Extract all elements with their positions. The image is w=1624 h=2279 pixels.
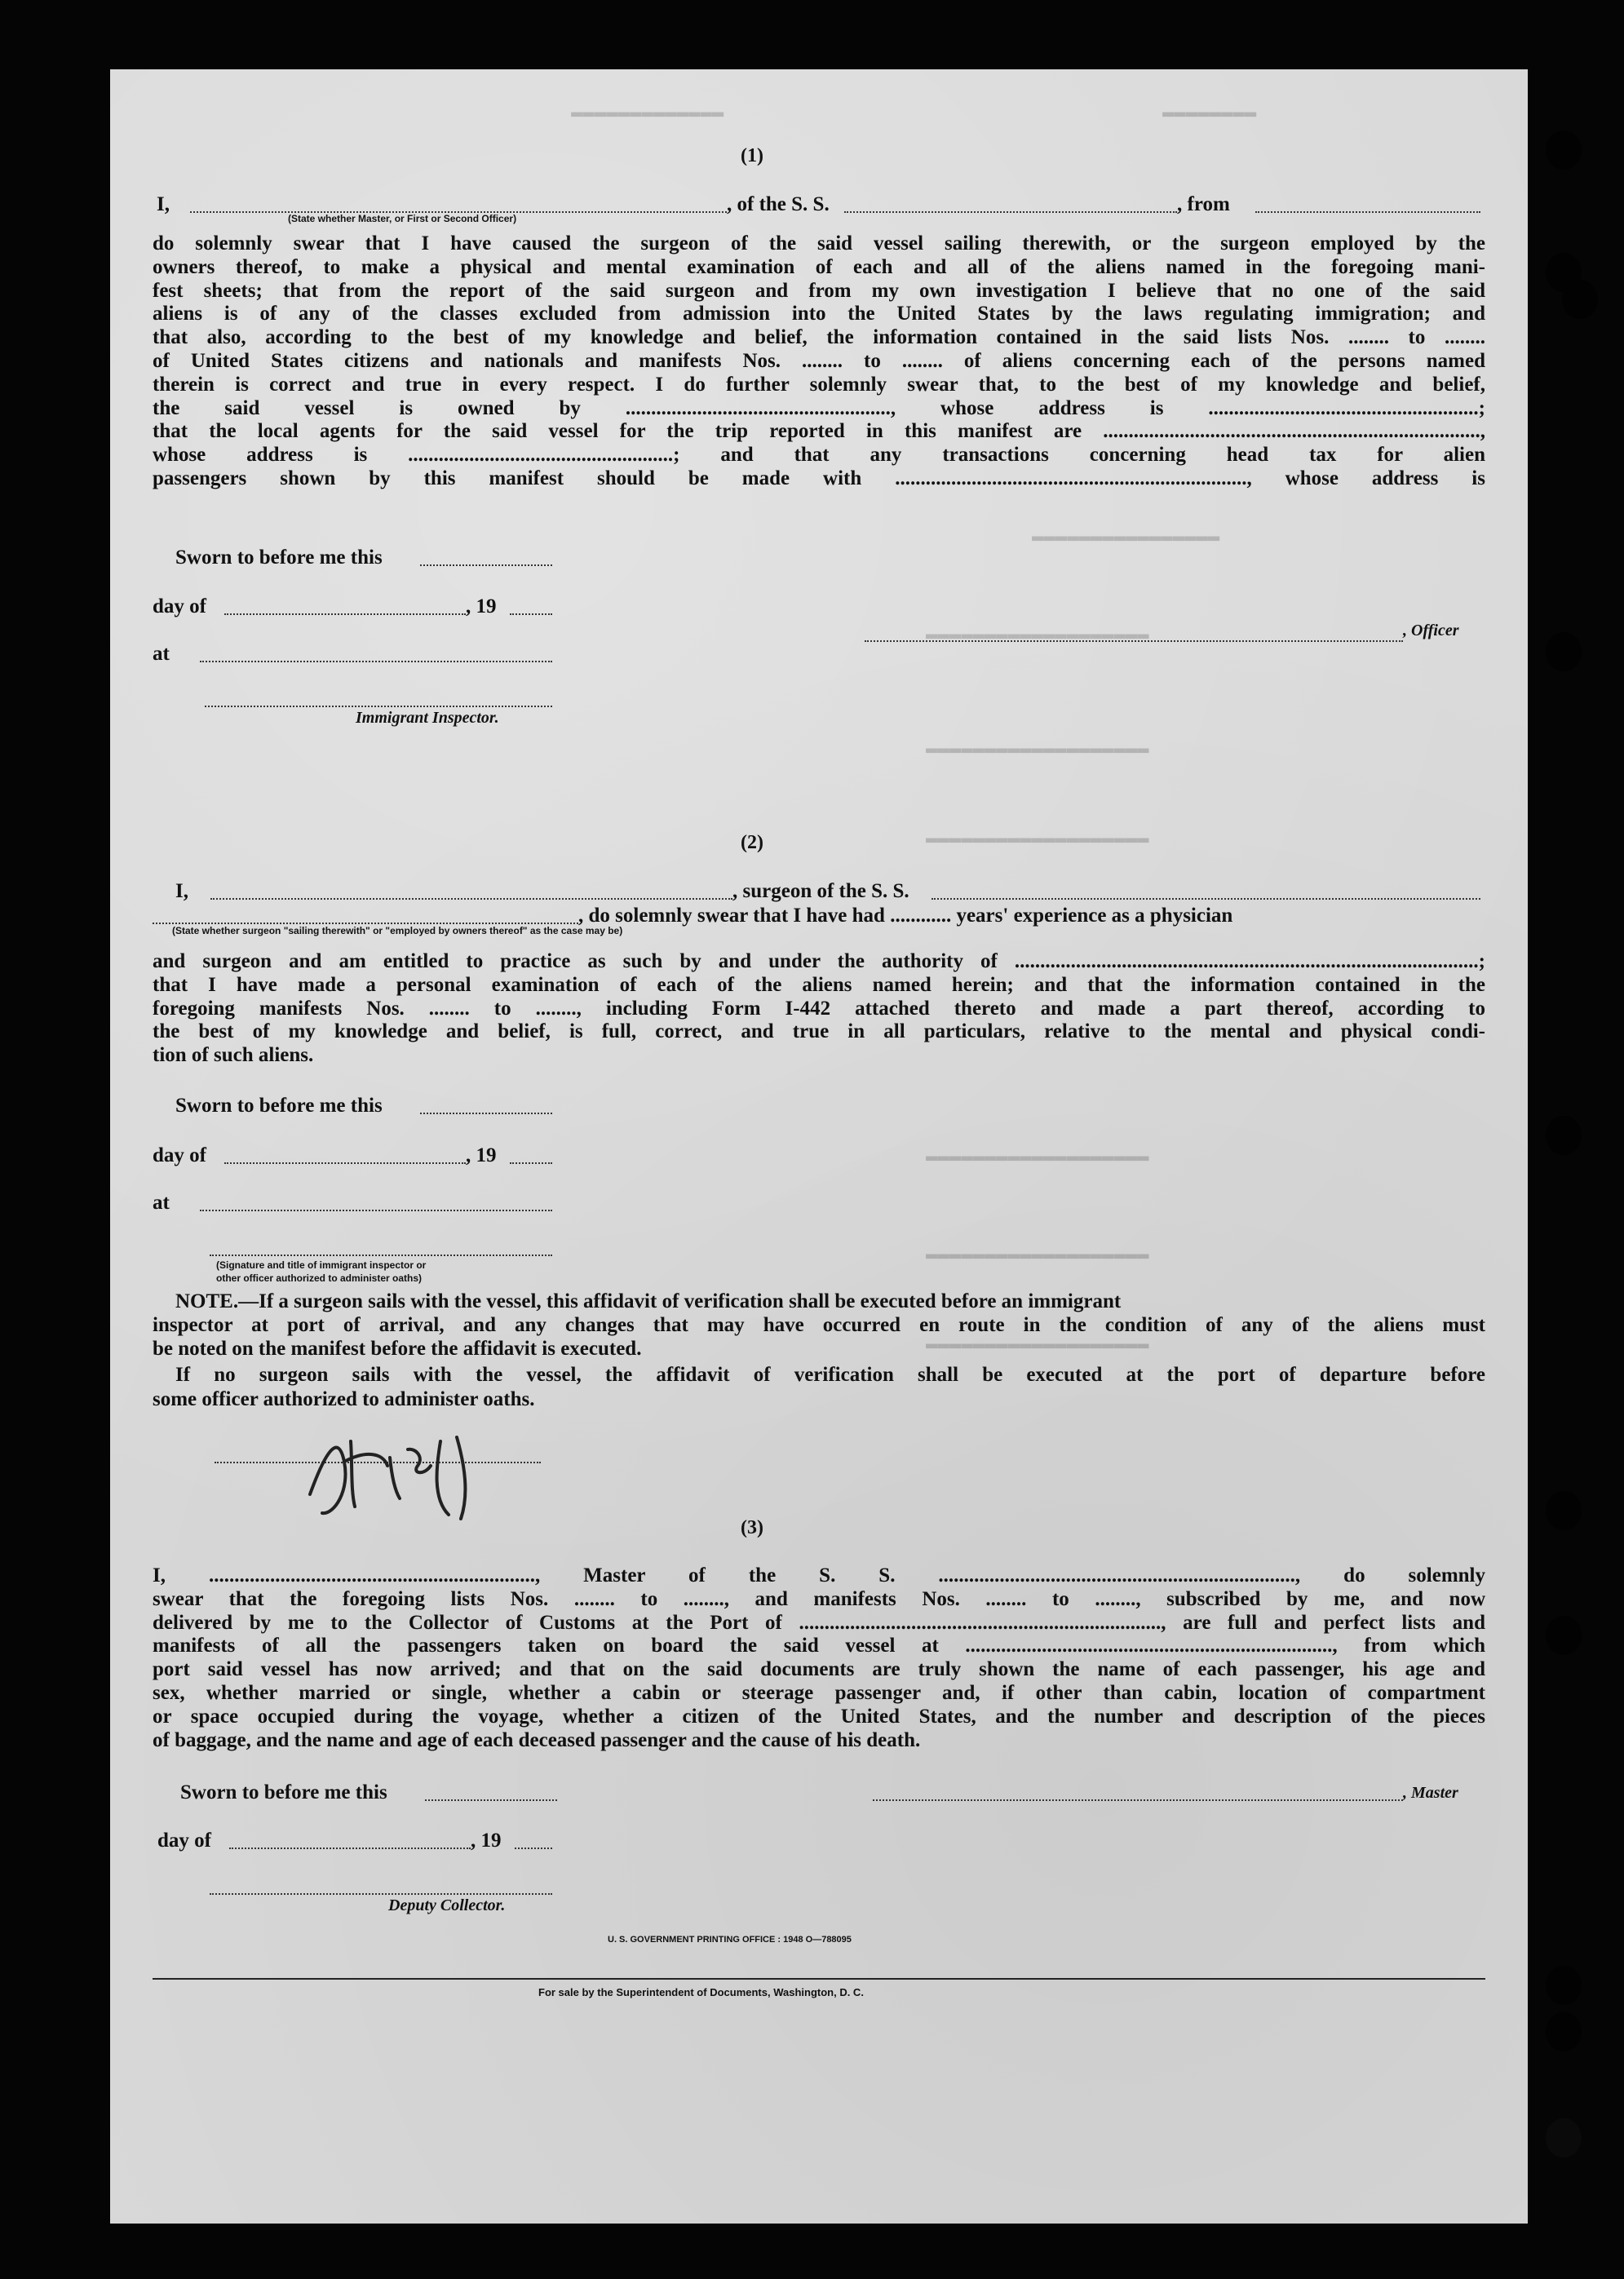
s2-year-field[interactable] — [510, 1162, 552, 1164]
s2-surgeon-note: (State whether surgeon "sailing therewith" or "employed by owners thereof" as the case may be) — [172, 925, 623, 936]
s1-officer-signature-line[interactable] — [865, 640, 1403, 642]
punch-hole — [1546, 1966, 1582, 2005]
s1-from-field[interactable] — [1255, 211, 1480, 213]
s2-note-2-line: If no surgeon sails with the vessel, the affidavit of verification shall be executed at the port of departure before — [175, 1364, 1485, 1386]
s3-sworn: Sworn to before me this — [180, 1781, 387, 1803]
s2-para-line: that I have made a personal examination of each of the aliens named herein; and that the information contained in the — [153, 973, 1485, 996]
s1-para-line: fest sheets; that from the report of the said surgeon and from my own investigation I believe that no one of the said — [153, 279, 1485, 302]
punch-hole — [1546, 2012, 1582, 2051]
s1-day-field[interactable] — [224, 613, 466, 615]
s2-sworn: Sworn to before me this — [175, 1095, 383, 1117]
section-3-number: (3) — [741, 1517, 763, 1538]
s1-para-line: passengers shown by this manifest should be made with ....................................................................., whose address is — [153, 467, 1485, 489]
punch-hole — [1562, 280, 1598, 319]
s1-para-line: that the local agents for the said vessel for the trip reported in this manifest are .........................................................................., — [153, 420, 1485, 443]
s2-ship-field[interactable] — [931, 898, 1480, 900]
s3-master-label: , Master — [1403, 1784, 1458, 1802]
s2-at-field[interactable] — [200, 1210, 552, 1211]
s2-note-2 — [175, 1364, 1485, 1387]
s2-line1-pre: I, — [175, 880, 188, 902]
handwritten-signature — [294, 1417, 538, 1523]
s1-paragraph — [153, 232, 1485, 491]
s1-officer-note: (State whether Master, or First or Second Officer) — [288, 213, 517, 224]
s2-para-line: the best of my knowledge and belief, is full, correct, and true in all particulars, relative to the mental and physical condi- — [153, 1020, 1485, 1043]
s2-note-label: NOTE. — [175, 1290, 239, 1312]
s1-ship-field[interactable] — [844, 211, 1177, 213]
s1-para-line: do solemnly swear that I have caused the surgeon of the said vessel sailing therewith, or the surgeon employed by the — [153, 232, 1485, 254]
punch-hole — [1546, 131, 1582, 170]
s1-para-line: of United States citizens and nationals and manifests Nos. ........ to ........ of aliens concerning each of the persons named — [153, 349, 1485, 372]
s3-para-line: swear that the foregoing lists Nos. ........ to ........, and manifests Nos. ........ to ........, subscribed by me, and now — [153, 1587, 1485, 1610]
punch-hole — [1546, 2118, 1582, 2157]
s3-para-line: port said vessel has now arrived; and that on the said documents are truly shown the name of each passenger, his age and — [153, 1658, 1485, 1681]
s1-para-line: owners thereof, to make a physical and mental examination of each and all of the aliens named in the foregoing mani- — [153, 255, 1485, 278]
s3-year: , 19 — [471, 1830, 502, 1852]
s1-at-field[interactable] — [200, 661, 552, 662]
s3-collector-label: Deputy Collector. — [388, 1896, 506, 1914]
s1-inspector-label: Immigrant Inspector. — [356, 709, 499, 727]
s2-surgeon-name-field[interactable] — [210, 898, 732, 900]
s3-para-line: I, ................................................................, Master of the S. S. ......................................................................, do solemnly — [153, 1564, 1485, 1586]
document-sheet: ▬▬▬▬▬▬▬▬▬▬▬▬▬ ▬▬▬▬▬▬▬▬ ▬▬▬▬▬▬▬▬▬▬▬▬▬▬▬▬ ▬▬▬▬▬▬▬▬▬▬▬▬▬▬▬▬▬▬▬ ▬▬▬▬▬▬▬▬▬▬▬▬▬▬▬▬▬▬▬ ▬▬▬▬▬▬▬▬▬▬▬▬▬▬▬▬▬▬▬ ▬▬▬▬▬▬▬▬▬▬▬▬▬▬▬▬▬▬▬ ▬▬▬▬▬▬▬▬▬▬▬▬▬▬▬▬▬▬▬ ▬▬▬▬▬▬▬▬▬▬▬▬▬▬▬▬▬▬▬ (1) I, , of the S. S. , from (State whether Master, or First or Second Officer) do solemnly swear that I have caused the surgeon of the said vessel sailing therewith, or the surgeon employed by the owners thereof, to make a physical and mental examination of each and all of the aliens named in the foregoing mani- fest sheets; that from the report of the said surgeon and from my own investigation I believe that no one of the said aliens is of any of the classes excluded from admission into the United States by the laws regulating immigration; and that also, according to the best of my knowledge and belief, the information contained in the said lists Nos. ........ to ........ of United States citizens and nationals and manifests Nos. ........ to ........ of aliens concerning each of the persons named therein is correct and true in every respect. I do further solemnly swear that, to the best of my knowledge and belief, the said vessel is owned by ...................................................., whose address is .....................................................; that the local agents for the said vessel for the trip reported in this manifest are .........................................................................., whose address is ....................................................; and that any transactions concerning head tax for alien passengers shown by this manifest should be made with ....................................................................., whose address is Sworn to before me this day of , 19 at Immigrant Inspector. , Officer (2) I, , surgeon of the S. S. , do solemnly swear that I have had ............ years' experience as a physician (State whether surgeon "sailing therewith" or "employed by owners thereof" as the case may be) and surgeon and am entitled to practice as such by and under the authority of ...........................................................................................; that I have made a personal examination of each of the aliens named herein; and that the information contained in the foregoing manifests Nos. ........ to ........, including Form I-442 attached thereto and made a part thereof, according to the best of my knowledge and belief, is full, correct, and true in all particulars, relative to the mental and physical condi- tion of such aliens. Sworn to before me this day of , 19 at (Signature and title of immigrant inspector or other officer authorized to administer oaths) NOTE.—If a surgeon sails with the vessel, this affidavit of verification shall be executed before an immigrant inspector at port of arrival, and any changes that may have occurred en route in the condition of any of the aliens must be noted on the manifest before the affidavit is executed. If no surgeon sails with the vessel, the affidavit of verification shall be executed at the port of departure before some officer authorized to administer oaths. (3) I, ................................................................, Master of the S. S. ......................................................................, do solemnly swear that the foregoing lists Nos. ........ to ........, and manifests Nos. ........ to ........, subscribed by me, and now delivered by me to the Collector of Customs at the Port of ......................................................................., are full and perfect lists and manifests of all the passengers taken on board the said vessel at ........................................................................, from which port said vessel has now arrived; and that on the said documents are truly shown the name of each passenger, his age and sex, whether married or single, whether a cabin or steerage passenger and, if other than cabin, location of compartment or space occupied during the voyage, whether a citizen of the United States, and the number and description of the pieces of baggage, and the name and age of each deceased passenger and the cause of his death. Sworn to before me this , Master day of , 19 Deputy Collector. U. S. GOVERNMENT PRINTING OFFICE : 1948 O—788095 For sale by the Superintendent of Documents, Washington, D. C. — [110, 69, 1528, 2224]
s2-note-2-line: some officer authorized to administer oaths. — [153, 1388, 535, 1410]
s3-day-of: day of — [157, 1830, 211, 1852]
footer-rule — [153, 1978, 1485, 1980]
s1-oath-end: , from — [1177, 193, 1230, 215]
s1-sworn: Sworn to before me this — [175, 547, 383, 569]
s1-officer-label: , Officer — [1403, 622, 1459, 639]
gpo-imprint: U. S. GOVERNMENT PRINTING OFFICE : 1948 O—788095 — [608, 1935, 852, 1945]
s2-year: , 19 — [466, 1144, 497, 1166]
s2-role-field[interactable] — [153, 923, 578, 924]
s3-para-line: or space occupied during the voyage, whether a citizen of the United States, and the number and description of the pieces — [153, 1705, 1485, 1728]
s1-at: at — [153, 643, 170, 665]
s2-signature-note-2: other officer authorized to administer oaths) — [216, 1272, 423, 1284]
s2-para-line: and surgeon and am entitled to practice as such by and under the authority of ...........................................................................................; — [153, 950, 1485, 972]
s3-para-line: manifests of all the passengers taken on board the said vessel at ........................................................................, from which — [153, 1635, 1485, 1657]
s2-signature-note-1: (Signature and title of immigrant inspector or — [216, 1259, 427, 1271]
s3-para-line: sex, whether married or single, whether a cabin or steerage passenger and, if other than cabin, location of compartment — [153, 1681, 1485, 1704]
section-1-number: (1) — [741, 145, 763, 166]
s1-para-line: aliens is of any of the classes excluded from admission into the United States by the laws regulating immigration; and — [153, 303, 1485, 325]
punch-hole — [1546, 1616, 1582, 1655]
s1-year: , 19 — [466, 595, 497, 617]
s2-para-line: foregoing manifests Nos. ........ to ........, including Form I-442 attached thereto and made a part thereof, according to — [153, 997, 1485, 1020]
s2-para-line: tion of such aliens. — [153, 1044, 314, 1067]
s2-note — [175, 1290, 1485, 1314]
s3-day-field[interactable] — [229, 1848, 471, 1849]
s2-paragraph — [153, 950, 1485, 1068]
s2-at: at — [153, 1192, 170, 1214]
s3-year-field[interactable] — [515, 1848, 552, 1849]
punch-hole — [1546, 1491, 1582, 1530]
sale-note: For sale by the Superintendent of Documents, Washington, D. C. — [538, 1986, 864, 1998]
s2-day-of: day of — [153, 1144, 206, 1166]
s3-collector-signature-line[interactable] — [210, 1893, 552, 1895]
s3-master-signature-line[interactable] — [873, 1799, 1403, 1801]
s1-inspector-signature-line[interactable] — [205, 706, 552, 707]
s1-para-line: therein is correct and true in every respect. I do further solemnly swear that, to the best of my knowledge and belief, — [153, 373, 1485, 396]
s3-para-line: of baggage, and the name and age of each deceased passenger and the cause of his death. — [153, 1728, 921, 1751]
s3-para-line: delivered by me to the Collector of Customs at the Port of ......................................................................., are full and perfect lists and — [153, 1611, 1485, 1634]
s2-line2-tail: , do solemnly swear that I have had ............ years' experience as a physician — [578, 905, 1233, 927]
s1-para-line: whose address is ....................................................; and that any transactions concerning head tax for alien — [153, 444, 1485, 467]
s2-note-body — [153, 1314, 1485, 1361]
s2-line1-mid: , surgeon of the S. S. — [732, 880, 909, 902]
s1-oath-mid: , of the S. S. — [727, 193, 830, 215]
s1-year-field[interactable] — [510, 613, 552, 615]
s2-day-field[interactable] — [224, 1162, 466, 1164]
s1-sworn-field[interactable] — [420, 564, 552, 566]
punch-hole — [1546, 1116, 1582, 1155]
s1-oath-pre: I, — [157, 193, 170, 215]
s1-day-of: day of — [153, 595, 206, 617]
s2-note-line: —If a surgeon sails with the vessel, this affidavit of verification shall be executed before an immigrant — [238, 1290, 1122, 1312]
s3-paragraph — [153, 1564, 1485, 1752]
s2-note-line: be noted on the manifest before the affidavit is executed. — [153, 1337, 642, 1360]
punch-hole — [1546, 632, 1582, 671]
s2-signature-line[interactable] — [210, 1255, 552, 1256]
s1-para-line: the said vessel is owned by ...................................................., whose address is .....................................................; — [153, 396, 1485, 419]
s3-sworn-field[interactable] — [425, 1799, 557, 1801]
s2-sworn-field[interactable] — [420, 1113, 552, 1114]
s2-note-line: inspector at port of arrival, and any changes that may have occurred en route in the condition of any of the aliens must — [153, 1314, 1485, 1336]
s1-para-line: that also, according to the best of my knowledge and belief, the information contained in the said lists Nos. ........ to ........ — [153, 326, 1485, 349]
section-2-number: (2) — [741, 832, 763, 853]
